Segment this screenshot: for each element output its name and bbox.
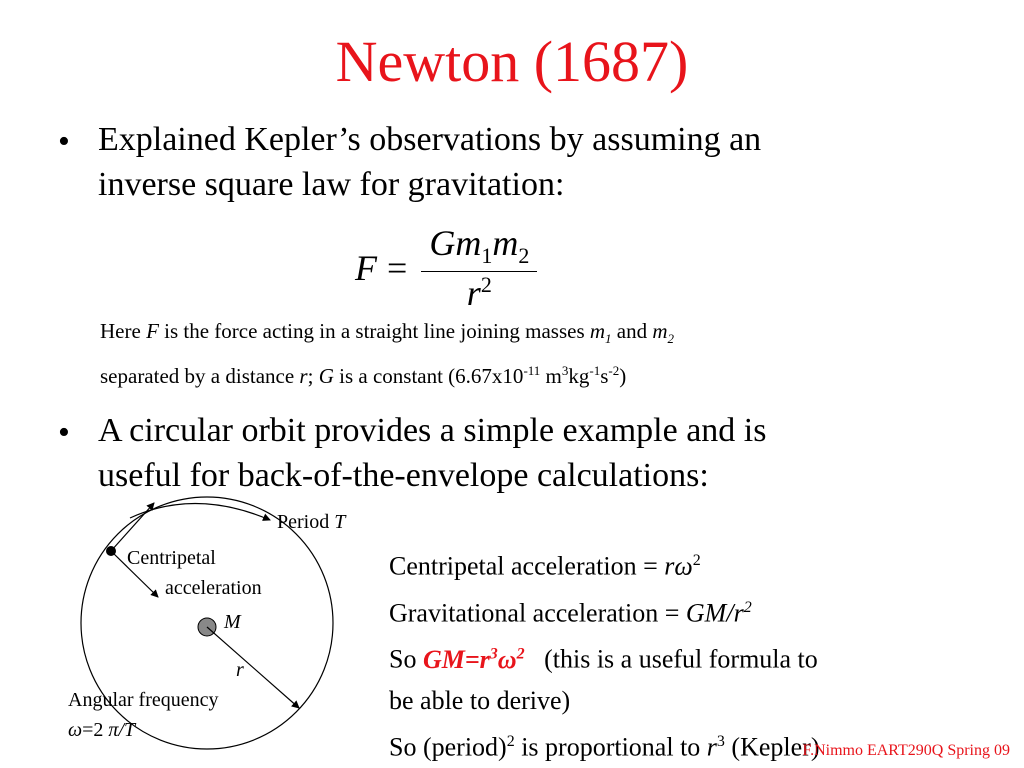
bullet-marker: • (58, 123, 70, 160)
angular-frequency-formula: ω=2 π/T (68, 719, 136, 741)
radius-label: r (236, 659, 244, 681)
angular-frequency-label: Angular frequency (68, 689, 219, 711)
bullet-1-line-2: inverse square law for gravitation: (98, 166, 565, 203)
formula-m1: m (455, 223, 482, 263)
formula-sub-2: 2 (518, 243, 530, 269)
derivation-line-4: be able to derive) (389, 685, 571, 715)
footer-credit: F.Nimmo EART290Q Spring 09 (802, 742, 1010, 759)
derivation-line-3: So $GM=r^3\omega^2$ (this is a useful formula to (389, 644, 818, 674)
orbiting-body (106, 546, 116, 556)
centripetal-label-line-1: Centripetal (127, 547, 216, 569)
derivation-line-5: So (period)$^2$ is proportional to $r^3$ (Kepler) (389, 732, 820, 762)
mass-label: M (224, 611, 241, 633)
bullet-2-line-2: useful for back-of-the-envelope calculations: (98, 457, 709, 494)
note-line-2: separated by a distance r; G is a constant ($6.67x10^{-11}$ $m^3kg^{-1}s^{-2}$) (100, 363, 627, 389)
formula-sub-1: 1 (481, 243, 493, 269)
radius-arrow (207, 627, 299, 708)
velocity-arrow (111, 503, 154, 551)
acceleration-derivation (389, 540, 989, 768)
key-formula: $GM=r^3\omega^2$ (422, 644, 525, 674)
centripetal-label-line-2: acceleration (165, 577, 262, 599)
formula-lhs: F (355, 248, 377, 289)
period-label: Period T (277, 511, 346, 533)
formula-exp: 2 (480, 272, 492, 298)
slide-title: Newton (1687) (335, 29, 689, 94)
note-line-1: Here F is the force acting in a straight line joining masses $m_1$ and $m_2$ (100, 319, 675, 347)
formula-r: r (466, 273, 481, 314)
bullet-marker: • (58, 414, 70, 451)
derivation-line-1: Centripetal acceleration = $r\omega^2$ (389, 551, 701, 581)
bullet-2-line-1: A circular orbit provides a simple example and is (98, 412, 767, 449)
derivation-line-2: Gravitational acceleration = $GM/r^2$ (389, 598, 752, 628)
formula-G: G (429, 223, 456, 263)
formula-equals: = (387, 248, 408, 289)
formula-m2: m (492, 223, 519, 263)
bullet-1-line-1: Explained Kepler’s observations by assuming an (98, 121, 762, 158)
